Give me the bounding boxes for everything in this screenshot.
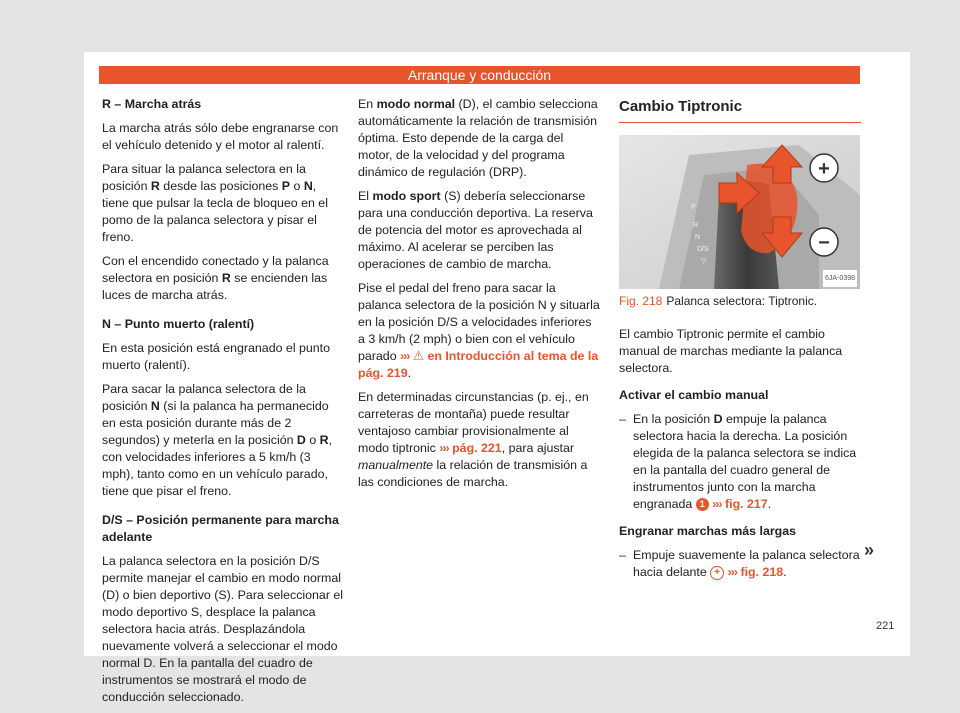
callout-number-icon: 1 bbox=[696, 498, 709, 511]
caption-text: Palanca selectora: Tiptronic. bbox=[666, 294, 818, 308]
heading-manual: Activar el cambio manual bbox=[619, 388, 769, 402]
heading-reverse: R – Marcha atrás bbox=[102, 97, 202, 111]
warning-icon: ⚠ bbox=[412, 349, 424, 363]
paragraph: Con el encendido conectado y la palanca selectora en posición R se encienden las luces de marcha atrás. bbox=[102, 254, 329, 302]
page-number: 221 bbox=[876, 620, 895, 632]
figure-reference-link[interactable]: fig. 217 bbox=[725, 497, 768, 511]
gate-label-p: P bbox=[691, 204, 696, 211]
selector-lever-figure bbox=[619, 135, 860, 289]
list-item: – Empuje suavemente la palanca selectora hacia delante + ››› fig. 218. bbox=[619, 548, 860, 579]
heading-ds: D/S – Posición permanente para marcha adelante bbox=[102, 513, 339, 544]
section-title: Cambio Tiptronic bbox=[619, 98, 861, 123]
chapter-header: Arranque y conducción bbox=[99, 66, 860, 84]
minus-label: − bbox=[818, 232, 830, 254]
column-3 bbox=[619, 98, 861, 588]
paragraph: La palanca selectora en la posición D/S permite manejar el cambio en modo normal (D) o bien deportivo (S). Para seleccionar el modo deportivo S, desplace la palanca selectora hacia atrás. Desplazándola nuevamente volverá a seleccionar el modo normal D. En la pantalla del cuadro de instrumentos se mostrará el modo de conducción seleccionado. bbox=[102, 554, 344, 704]
arrow-ref-icon: ››› bbox=[439, 441, 449, 455]
paragraph: Pise el pedal del freno para sacar la palanca selectora de la posición N y situarla en la posición D/S a velocidades inferiores a 3 km/h (2 mph) o bien con el vehículo parado ››› ⚠ en Introducción al tema de la pág. 219. bbox=[358, 281, 600, 380]
continue-icon: » bbox=[864, 540, 875, 560]
page-reference-link[interactable]: pág. 221 bbox=[452, 441, 502, 455]
heading-neutral: N – Punto muerto (ralentí) bbox=[102, 317, 255, 331]
arrow-ref-icon: ››› bbox=[400, 349, 410, 363]
figure-reference-link[interactable]: fig. 218 bbox=[740, 565, 784, 579]
paragraph: En esta posición está engranado el punto muerto (ralentí). bbox=[102, 341, 331, 372]
gate-label-n: N bbox=[695, 234, 701, 241]
arrow-ref-icon: ››› bbox=[727, 565, 738, 579]
list-item: – En la posición D empuje la palanca selectora hacia la derecha. La posición elegida de la palanca selectora se indica en la pantalla del cuadro general de instrumentos junto con la marcha engranada 1 ››› fig. 217. bbox=[619, 412, 857, 511]
paragraph: Para sacar la palanca selectora de la posición N (si la palanca ha permanecido en esta posición durante más de 2 segundos) y meterla en la posición D o R, con velocidades inferiores a 5 km/h (3 mph), tanto como en un vehículo parado, tiene que pisar el freno. bbox=[102, 382, 333, 498]
figure-code: 6JA-0398 bbox=[823, 270, 857, 287]
gate-label-r: R bbox=[693, 222, 699, 229]
paragraph: El cambio Tiptronic permite el cambio manual de marchas mediante la palanca selectora. bbox=[619, 327, 843, 375]
paragraph: En modo normal (D), el cambio selecciona automáticamente la relación de transmisión óptima. Esto depende de la carga del motor, de la velocidad y del programa dinámico de regulación (DRP). bbox=[358, 97, 598, 179]
plus-label: + bbox=[818, 158, 830, 180]
paragraph: El modo sport (S) debería seleccionarse para una conducción deportiva. La reserva de potencia del motor es aprovechada al máximo. Al acelerar se perciben las operaciones de cambio de marcha. bbox=[358, 189, 593, 271]
gate-label-ds: D/S bbox=[697, 246, 709, 253]
caption-figure-number: Fig. 218 bbox=[619, 294, 663, 308]
figure-caption bbox=[619, 293, 861, 310]
gate-label-arrow: ▽ bbox=[701, 258, 707, 265]
paragraph: Para situar la palanca selectora en la posición R desde las posiciones P o N, tiene que pulsar la tecla de bloqueo en el pomo de la palanca selectora y pisar el freno. bbox=[102, 162, 328, 244]
cross-reference-link[interactable]: en Introducción al tema de la pág. 219 bbox=[358, 349, 599, 380]
tiptronic-lever-illustration bbox=[619, 135, 860, 289]
paragraph: La marcha atrás sólo debe engranarse con el vehículo detenido y el motor al ralentí. bbox=[102, 121, 339, 152]
plus-icon: + bbox=[710, 566, 724, 580]
paragraph: En determinadas circunstancias (p. ej., en carreteras de montaña) puede resultar ventajoso cambiar provisionalmente al modo tiptronic ››› pág. 221, para ajustar manualmente la relación de transmisión a las condiciones de marcha. bbox=[358, 390, 589, 489]
arrow-ref-icon: ››› bbox=[712, 497, 722, 511]
column-2 bbox=[358, 96, 600, 498]
column-1 bbox=[102, 96, 344, 713]
heading-longer-gears: Engranar marchas más largas bbox=[619, 524, 797, 538]
